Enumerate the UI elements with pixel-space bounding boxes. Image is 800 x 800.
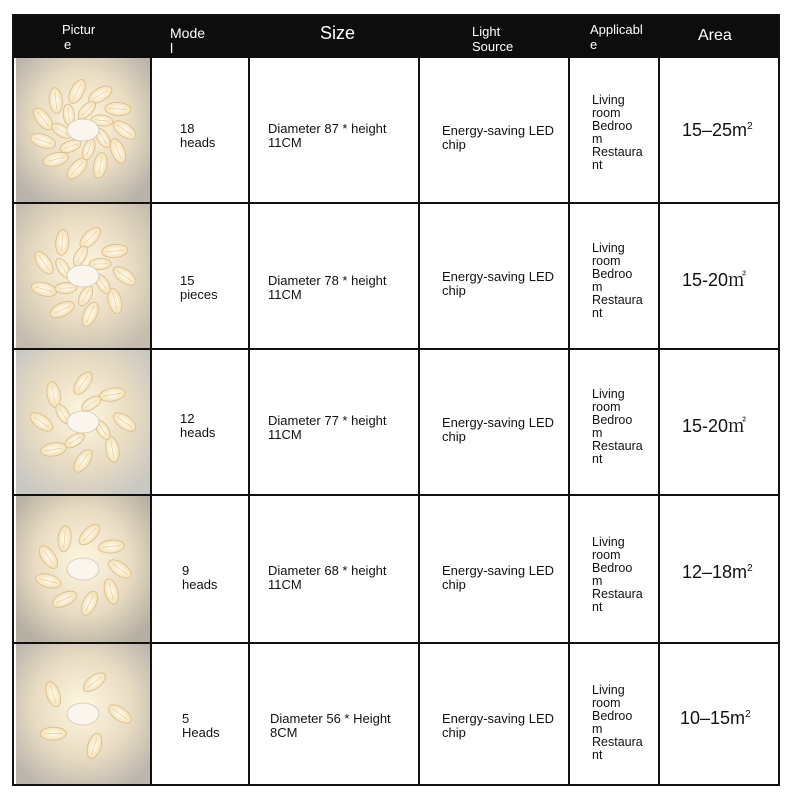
header-model-line1: Mode (170, 25, 206, 41)
lamp-photo (16, 350, 150, 494)
model-unit: Heads (182, 725, 220, 740)
area-cell (682, 266, 746, 292)
area-cell (680, 708, 751, 729)
model-unit: heads (182, 577, 218, 592)
applicable-line: room (592, 548, 621, 562)
column-divider (248, 58, 250, 784)
area-cell (682, 562, 753, 583)
model-cell (182, 564, 217, 592)
ceiling-lamp-image (16, 58, 150, 202)
header-applicable-line2: e (590, 37, 598, 52)
light-line2: chip (442, 429, 466, 444)
light-cell (442, 416, 554, 444)
header-picture-line2: e (64, 37, 72, 52)
light-line1: Energy-saving LED (442, 269, 554, 284)
model-unit: heads (180, 135, 216, 150)
applicable-line: Restaura (592, 439, 643, 453)
applicable-line: m (592, 722, 603, 736)
applicable-cell (592, 94, 643, 172)
applicable-line: nt (592, 158, 603, 172)
applicable-line: Bedroo (592, 413, 633, 427)
lamp-base (67, 119, 99, 141)
size-diameter: Diameter 77 * height (268, 413, 387, 428)
applicable-line: Restaura (592, 145, 643, 159)
area-value: 15–25m (682, 120, 748, 140)
size-height: 8CM (270, 725, 298, 740)
area-value: 10–15m (680, 708, 746, 728)
area-superscript: 2 (745, 709, 751, 720)
applicable-line: room (592, 254, 621, 268)
header-light-source (420, 16, 568, 58)
applicable-line: nt (592, 600, 603, 614)
size-diameter: Diameter 56 * Height (270, 711, 391, 726)
header-model-line2: l (170, 40, 174, 56)
lamp-photo (16, 58, 150, 202)
area-value: 12–18m (682, 562, 748, 582)
size-cell (268, 564, 387, 592)
header-area-label: Area (698, 27, 732, 44)
size-cell (268, 274, 387, 302)
applicable-cell (592, 536, 643, 614)
header-area (660, 16, 778, 58)
size-diameter: Diameter 78 * height (268, 273, 387, 288)
lamp-base (67, 558, 99, 580)
area-value: 15-20㎡ (682, 270, 747, 290)
model-count: 18 (180, 121, 195, 136)
applicable-line: Living (592, 93, 625, 107)
model-count: 15 (180, 273, 195, 288)
size-diameter: Diameter 68 * height (268, 563, 387, 578)
applicable-line: Bedroo (592, 267, 633, 281)
model-cell (180, 122, 215, 150)
header-light-line2: Source (472, 39, 514, 54)
applicable-line: Restaura (592, 293, 643, 307)
ceiling-lamp-image (16, 204, 150, 348)
light-line2: chip (442, 283, 466, 298)
lamp-base (67, 703, 99, 725)
light-line1: Energy-saving LED (442, 563, 554, 578)
header-applicable-line1: Applicabl (590, 22, 643, 37)
area-superscript: 2 (747, 563, 753, 574)
applicable-line: nt (592, 452, 603, 466)
size-cell (268, 122, 387, 150)
applicable-line: m (592, 426, 603, 440)
applicable-line: Bedroo (592, 119, 633, 133)
model-count: 5 (182, 711, 190, 726)
size-cell (270, 712, 391, 740)
model-count: 12 (180, 411, 195, 426)
ceiling-lamp-image (16, 644, 150, 784)
applicable-cell (592, 684, 643, 762)
size-height: 11CM (268, 287, 302, 302)
light-line1: Energy-saving LED (442, 123, 554, 138)
size-diameter: Diameter 87 * height (268, 121, 387, 136)
area-cell (682, 120, 753, 141)
light-line2: chip (442, 577, 466, 592)
applicable-line: Restaura (592, 735, 643, 749)
table-header (14, 16, 778, 58)
applicable-line: Living (592, 535, 625, 549)
column-divider (568, 58, 570, 784)
applicable-line: room (592, 696, 621, 710)
applicable-line: room (592, 400, 621, 414)
header-model (152, 16, 248, 58)
applicable-line: room (592, 106, 621, 120)
column-divider (658, 58, 660, 784)
lamp-base (67, 411, 99, 433)
light-line2: chip (442, 725, 466, 740)
ceiling-lamp-image (16, 496, 150, 642)
size-height: 11CM (268, 135, 302, 150)
header-picture-line1: Pictur (62, 22, 96, 37)
size-height: 11CM (268, 577, 302, 592)
applicable-cell (592, 388, 643, 466)
size-height: 11CM (268, 427, 302, 442)
area-superscript: 2 (747, 121, 753, 132)
applicable-line: Bedroo (592, 561, 633, 575)
model-cell (182, 712, 220, 740)
size-cell (268, 414, 387, 442)
lamp-photo (16, 204, 150, 348)
applicable-line: m (592, 132, 603, 146)
light-line1: Energy-saving LED (442, 711, 554, 726)
area-value: 15-20㎡ (682, 416, 747, 436)
header-size (250, 16, 418, 58)
applicable-line: m (592, 574, 603, 588)
header-applicable (570, 16, 658, 58)
column-divider (418, 58, 420, 784)
area-cell (682, 412, 746, 438)
ceiling-lamp-image (16, 350, 150, 494)
light-cell (442, 564, 554, 592)
light-cell (442, 124, 554, 152)
header-picture (14, 16, 150, 58)
applicable-line: Bedroo (592, 709, 633, 723)
applicable-line: nt (592, 306, 603, 320)
applicable-line: m (592, 280, 603, 294)
model-cell (180, 412, 215, 440)
lamp-photo (16, 496, 150, 642)
light-line2: chip (442, 137, 466, 152)
light-cell (442, 270, 554, 298)
applicable-line: Living (592, 387, 625, 401)
light-line1: Energy-saving LED (442, 415, 554, 430)
model-unit: pieces (180, 287, 218, 302)
applicable-line: Living (592, 683, 625, 697)
model-cell (180, 274, 218, 302)
model-unit: heads (180, 425, 216, 440)
column-divider (150, 58, 152, 784)
header-size-label: Size (320, 23, 356, 43)
applicable-line: nt (592, 748, 603, 762)
model-count: 9 (182, 563, 190, 578)
applicable-cell (592, 242, 643, 320)
applicable-line: Restaura (592, 587, 643, 601)
spec-table (12, 14, 780, 786)
lamp-base (67, 265, 99, 287)
lamp-photo (16, 644, 150, 784)
header-light-line1: Light (472, 24, 501, 39)
light-cell (442, 712, 554, 740)
applicable-line: Living (592, 241, 625, 255)
